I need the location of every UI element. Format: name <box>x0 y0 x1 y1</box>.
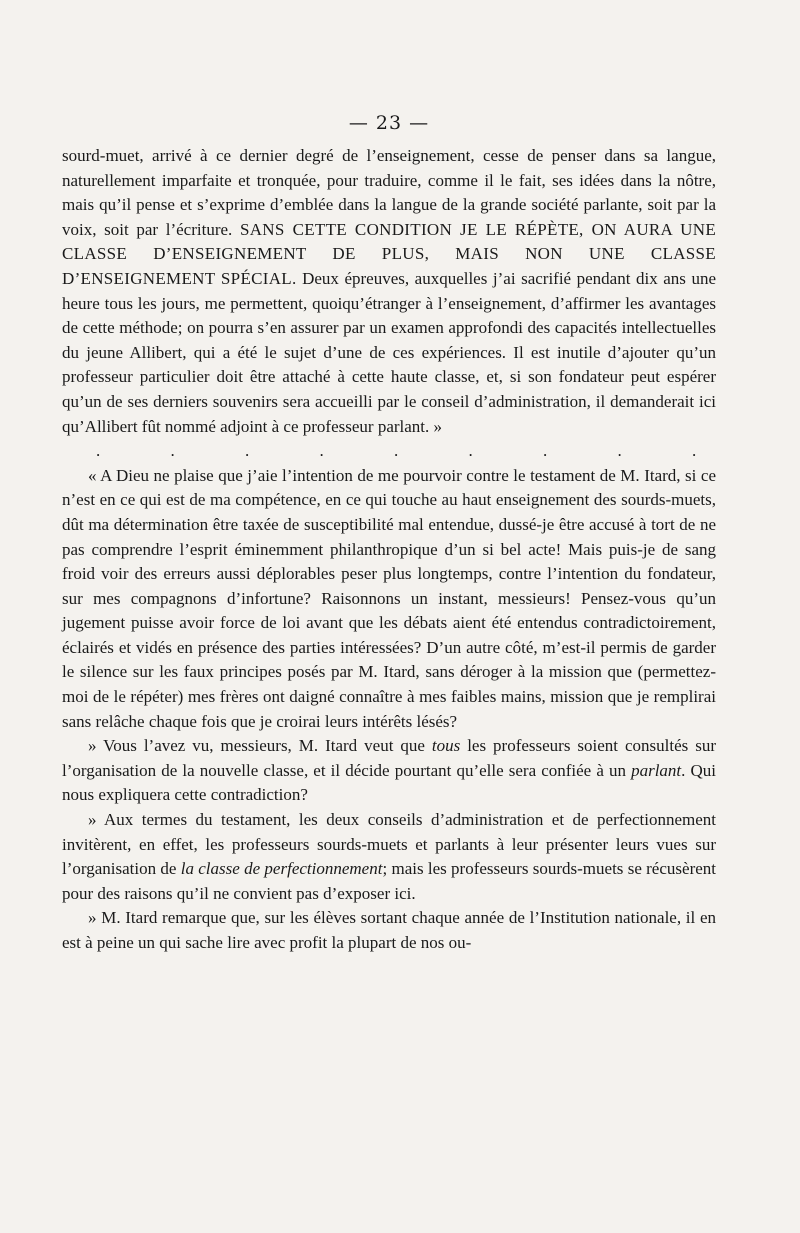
text-run: Deux épreuves, auxquelles j’ai sacrifié pendant dix ans une heure tous les jours, me permettent, quoiqu’étranger à l’enseignement, d’affirmer les avantages de cette méthode; on pourra s’en assurer par un examen approfondi des capacités intellectuelles du jeune Allibert, qui a été le sujet d’une de ces expériences. Il est inutile d’ajouter qu’un professeur particulier doit être attaché à cette haute classe, et, si son fondateur peut espérer qu’un de ses derniers souvenirs sera accueilli par le conseil d’administration, il demanderait ici qu’Allibert fût nommé adjoint à ce professeur parlant. » <box>62 268 716 436</box>
text-run-italic: la classe de perfectionnement <box>180 859 383 879</box>
text-run: ; mais les professeurs sourds-muets se récusèrent pour des raisons qu’il ne convient pas d’exposer ici. <box>62 859 716 903</box>
page-number: — 23 — <box>348 112 430 134</box>
text-run: . Qui nous expliquera cette contradiction? <box>62 760 717 805</box>
paragraph-1 <box>62 144 716 439</box>
paragraph-2 <box>62 464 716 735</box>
text-run: « A Dieu ne plaise que j’aie l’intention de me pourvoir contre le testament de M. Itard, si ce n’est en ce qui est de ma compétence, en ce qui touche au haut enseignement des sourds-muets, dût ma détermination être taxée de susceptibilité mal entendue, dussé-je être accusé à tort de ne pas comprendre l’esprit éminemment philanthropique d’un si bel acte! Mais puis-je de sang froid voir des erreurs aussi déplorables peser plus longtemps, contre l’intention du fondateur, sur mes compagnons d’infortune? Raisonnons un instant, messieurs! Pensez-vous qu’un jugement puisse avoir force de loi avant que les débats aient été entendus contradictoirement, éclairés et vidés en présence des parties intéressées? D’un autre côté, m’est-il permis de garder le silence sur les faux principes posés par M. Itard, sans déroger à la mission que (permettez-moi de le répéter) mes frères ont daigné connaître à mes faibles mains, mission que je remplirai sans relâche chaque fois que je croirai leurs intérêts lésés? <box>62 465 716 731</box>
document-page <box>62 112 716 956</box>
text-run: » Aux termes du testament, les deux conseils d’administration et de perfectionnement invitèrent, en effet, les professeurs sourds-muets et parlants à leur présenter leurs vues sur l’organisation de <box>62 810 716 879</box>
paragraph-4 <box>62 808 716 906</box>
paragraph-3 <box>62 734 716 808</box>
text-run-italic: tous <box>431 736 461 756</box>
text-run: » Vous l’avez vu, messieurs, M. Itard veut que <box>88 736 432 756</box>
text-run: les professeurs soient consultés sur l’organisation de la nouvelle classe, et il décide pourtant qu’elle sera confiée à un <box>62 736 716 780</box>
text-run: sourd-muet, arrivé à ce dernier degré de l’enseignement, cesse de penser dans sa langue, naturellement imparfaite et tronquée, pour traduire, comme il le fait, ses idées dans la nôtre, mais qu’il pense et s’exprime d’emblée dans la langue de la grande société parlante, soit par la voix, soit par l’écriture. <box>62 146 716 239</box>
ellipsis-row: . . . . . . . . . <box>96 441 697 461</box>
text-run-italic: parlant <box>631 760 682 780</box>
paragraph-5 <box>62 906 716 955</box>
text-run-caps: SANS CETTE CONDITION JE LE RÉPÈTE, ON AURA UNE CLASSE D’ENSEIGNEMENT DE PLUS, MAIS NON UNE CLASSE D’ENSEIGNEMENT SPÉCIAL. <box>62 219 716 288</box>
text-run: » M. Itard remarque que, sur les élèves sortant chaque année de l’Institution nationale, il en est à peine un qui sache lire avec profit la plupart de nos ou- <box>62 908 716 952</box>
